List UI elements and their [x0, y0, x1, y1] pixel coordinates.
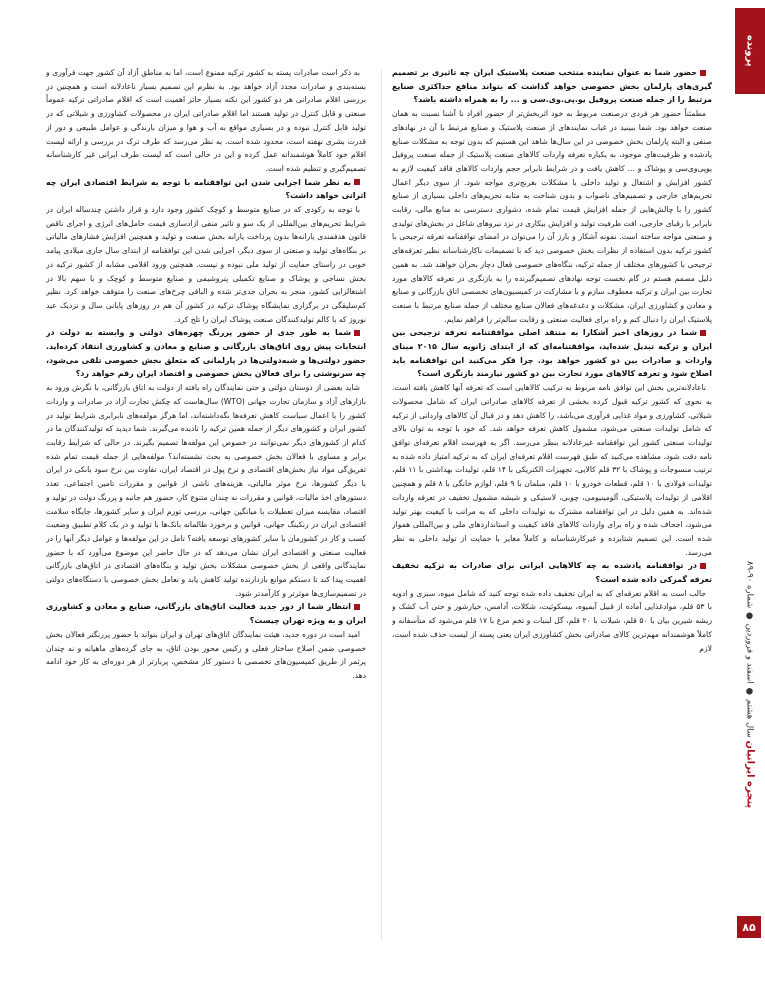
- question-bullet: [700, 330, 706, 336]
- article-column-right: [392, 66, 712, 946]
- interview-question: [46, 176, 366, 203]
- answer-paragraph: [46, 381, 366, 600]
- answer-paragraph: [46, 628, 366, 683]
- question-bullet: [354, 179, 360, 185]
- interview-question: [392, 66, 712, 107]
- issue-info: سال هشتم ● اسفند و فروردین ● شماره ۹۰-۸۹: [744, 561, 755, 739]
- paragraph-text: به ذکر است صادرات پسته به کشور ترکیه ممنوع است، اما به مناطق آزاد آن کشور جهت فرآوری و بسته‌بندی و صادرات مجدد آزاد خواهد بود. به نظرم این تصمیم بسیار ناعادلانه است و همچنین در بررسی اقلام صادراتی هر دو کشور این نکته بسیار حائز اهمیت است که اقلام صادراتی ترکیه عموماً صنعتی و قابل کنترل در تولید هستند اما اقلام صادراتی ایران در محصولات کشاورزی و شیلاتی که در تولید قابل کنترل نبوده و در بسیاری مواقع به آب و هوا و میزان بارندگی و عوامل طبیعی و دور از قدرت بشری نهفته است، محدود شده است. به نظر می‌رسد که طرف ترک در بررسی و ارائه لیست اقلام خود کاملاً هوشمندانه عمل کرده و این در حالی است که لیست طرف ایرانی غیر کارشناسانه تصمیم‌گیری و تنظیم شده است.: [46, 68, 366, 173]
- paragraph-text: امید است در دوره جدید، هیئت نمایندگان اتاق‌های تهران و ایران بتواند با حضور پررنگتر فعالان بخش خصوصی ضمن اصلاح ساختار فعلی و رکیس محور بودن اتاق، به جای گرده‌های ماهیانه و نه چندان پرثمر از طریق کمیسیون‌های تخصصی با دستور کار مشخص، پربارتر از هر دوره‌ای به کار خود ادامه دهد.: [46, 629, 366, 680]
- section-label: پرونده: [744, 35, 756, 67]
- answer-paragraph: [392, 107, 712, 326]
- article-column-left: [46, 66, 366, 946]
- interview-question: [392, 559, 712, 586]
- paragraph-text: شما به طور جدی از حضور پررنگ چهره‌های دولتی و وابسته به دولت در انتخابات پیش روی اتاق‌های بازرگانی و صنایع و معادن و کشاورزی انتقاد کرده‌اید. حضور دولتی‌ها و شبه‌دولتی‌ها در پارلمانی که متعلق بخش خصوصی تلقی می‌شود، چه سرنوشتی را برای فعالان بخش خصوصی و اقتصاد ایران رقم خواهد زد؟: [46, 328, 366, 379]
- interview-question: [392, 326, 712, 381]
- answer-paragraph: [392, 587, 712, 656]
- paragraph-text: جالب است به اقلام تعرفه‌ای که به ایران تخفیف داده شده توجه کنید که شامل میوه، سبزی و ادویه با ۵۳ قلم، موادغذایی آماده از قبیل آبمیوه، بیسکوئیت، شکلات، آدامس، خیارشور و حتی آب کشک و ریشه شیرین بیان با ۵۰ قلم، شیلات با ۲۰ قلم، گل لبنیات و تخم مرغ با ۱۷ قلم می‌شود که متأسفانه و کاملاً هوشمندانه مهم‌ترین کالای صادراتی بخش کشاورزی ایران یعنی پسته از لیست حذف شده است، لازم: [392, 588, 712, 653]
- answer-paragraph: [46, 66, 366, 176]
- question-bullet: [354, 330, 360, 336]
- paragraph-text: شما در روزهای اخیر آشکارا به منتقد اصلی موافقتنامه تعرفه ترجیحی بین ایران و ترکیه تبدیل شده‌اید، موافقتنامه‌ای که از ابتدای ژانویه سال ۲۰۱۵ مبنای واردات و صادرات بین دو کشور خواهد بود. چرا فکر می‌کنید این توافقنامه باید اصلاح شود و تعرفه کالاهای مورد تجارت بین دو کشور نیازمند بازنگری است؟: [392, 328, 712, 379]
- question-bullet: [354, 604, 360, 610]
- question-bullet: [700, 70, 706, 76]
- paragraph-text: انتظار شما از دور جدید فعالیت اتاق‌های بازرگانی، صنایع و معادن و کشاورزی ایران و به ویژه تهران چیست؟: [46, 602, 366, 626]
- answer-paragraph: [46, 203, 366, 326]
- column-divider: [381, 70, 382, 940]
- paragraph-text: شاید بعضی از دوستان دولتی و حتی نمایندگان راه یافته از دولت به اتاق بازرگانی، با نگرش ورود به بازارهای آزاد و سازمان تجارت جهانی (WTO) سال‌هاست که چکش تجارت آزاد در صادرات و واردات کشور را با اعمال سیاست کاهش تعرفه‌ها نگه‌داشته‌اند، اما هرگز مولفه‌های نابرابری شرایط تولید در کشور ایران و کشورهای دیگر از جمله همین ترکیه را نادیده می‌گیرند. شما دیدید که تولیدکنندگان ما در کدام از کشورهای دیگر نمی‌توانند در خصوص این مولفه‌ها تصمیم بگیرند. در حالی که شرایط رقابت برابر و مساوی با فعالان بخش خصوصی به بحث نشسته‌اند؟ مولفه‌هایی از جمله قیمت تمام شده تفریق‌گی مواد نیاز بخش‌های اقتصادی و نرخ پول در اقتصاد ایران، تفاوت بین نرخ سود بانکی در ایران با دیگر کشورها، نرخ موثر مالیاتی، هزینه‌های ناشی از قوانین و مقررات تامین اجتماعی، تعدد دستورهای اخذ مالیات، قوانین و مقررات نه چندان متنوع کار، حضور هم جانبه و پررنگ دولت در تولید و اقتصاد، مقایسه میزان تعطیلات با میانگین جهانی، بررسی تورم ایران و سایر کشورها، جایگاه سلامت اقتصادی ایران در رنکینگ جهانی، قوانین و برخورد ظالمانه بانک‌ها با تولید و در یک کلام تطبیق وضعیت کسب و کار در کشورمان با سایر کشورهای توسعه یافته؟ تامل در این مولفه‌ها و عوامل دیگر آنها را در فعالیت صنعتی و اقتصادی ایران نشان می‌دهد که در حال حاضر این موضوع می‌آورد که با حضور نمایندگانی واقعی از بخش خصوصی مشکلات بخش تولید و بنگاه‌های اقتصادی در اتاق‌های بازرگانی اهمیت پیدا کند تا دستکم موانع بازدارنده تولید کاهش یابد و تعامل بخش خصوصی با دستگاه‌های دولتی در تصمیم‌سازی‌ها موثرتر و کارآمدتر شود.: [46, 383, 366, 598]
- paragraph-text: در توافقنامه یادشده به چه کالاهایی ایرانی برای صادرات به ترکیه تخفیف تعرفه گمرکی داده شده است؟: [392, 561, 712, 585]
- paragraph-text: به نظر شما اجرایی شدن این توافقنامه با توجه به شرایط اقتصادی ایران چه اثراتی خواهد داشت؟: [46, 177, 366, 201]
- page-number: ۸۵: [737, 916, 761, 938]
- issue-strip: [741, 470, 759, 900]
- paragraph-text: حضور شما به عنوان نماینده منتخب صنعت پلاستیک ایران چه تاثیری بر تصمیم گیری‌های پارلمان بخش خصوصی خواهد گذاشت که بتواند منافع حداکثری صنایع مرتبط را از جمله صنعت پروفیل یو.پی.وی.سی و ... را به همراه داشته باشد؟: [392, 68, 712, 105]
- paragraph-text: ناعادلانه‌ترین بخش این توافق نامه مربوط به ترکیب کالاهایی است که تعرفه آنها کاهش یافته است. به نحوی که کشور ترکیه قبول کرده بخشی از تعرفه کالاهای صادراتی ایران که شامل محصولات شیلاتی، کشاورزی و مواد غذایی فرآوری می‌باشد، را کاهش دهد و در قبال آن کالاهای وارداتی از ترکیه که شامل تولیدات صنعتی می‌شود، مشمول کاهش تعرفه خواهد شد. که خود با توجه به توان بالای تولیدات صنعتی کشور این توافقنامه غیرعادلانه بنظر می‌رسد. اگر به فهرست اقلام تعرفه‌ای توافق نامه دقت شود، مشاهده می‌کنید که طبق فهرست اقلام تعرفه‌ای ایران که به ترکیه امتیاز داده شده به ترتیب منسوجات و پوشاک با ۳۲ قلم کالایی، تجهیزات الکتریکی با ۱۴ قلم، تولیدات بهداشتی با ۱۱ قلم، تولیدات فولادی با ۱۰ قلم، قطعات خودرو با ۱۰ قلم، مبلمان با ۹ قلم، لوازم خانگی با ۸ قلم و همچنین اقلامی از تولیدات پلاستیکی، آلومینیومی، چوبی، لاستیکی و شیشه مشمول تخفیف در تعرفه واردات شده‌اند. به همین دلیل در این توافقنامه مشترک به تولیدات داخلی که به مراتب با کیفیت بهتر تولید می‌شود، اجحاف شده و راه برای واردات کالاهای فاقد کیفیت و استانداردهای ملی و بین‌المللی هموار شده است. این تصمیم شتابزده و غیرکارشناسانه و کاملاً مغایر با حمایت از تولید داخلی به نظر می‌رسد.: [392, 383, 712, 557]
- question-bullet: [700, 563, 706, 569]
- paragraph-text: مطمئناً حضور هر فردی درصنعت مربوط به خود اثربخش‌تر از حضور افراد نا آشنا نسبت به همان صنعت خواهد بود. شما ببینید در غیاب نمایندهای از صنعت پلاستیک و صنایع مرتبط با آن در نهادهای صنفی و البته پارلمان بخش خصوصی در این سال‌ها شاهد این هستیم که بدون توجه به مشکلات صنایع یادشده و ظرفیت‌های موجود، به یکباره تعرفه واردات کالاهای صنعت پلاستیک از جمله صنعت پروفیل یوپی‌وی‌سی و پوشاک و ... کاهش یافت و در شرایط نابرابر حجم واردات کالاهای فاقد کیفیت لازم به کشور افزایش و اشتغال و تولید داخلی با مشکلات بغرنج‌تری مواجه شود. از سوی دیگر اعمال تحریم‌های خارجی و تصمیم‌های ناصواب و بدون شناخت به مثابه تحریم‌های داخلی بسیاری از صنایع کشور را با چالش‌هایی از جمله افزایش قیمت تمام شده، دشواری دسترسی به منابع مالی، رقابت نابرابر با رقبای خارجی، افت ظرفیت تولید و افزایش بیکاری در نزد نیروهای شاغل در بخش‌های تولیدی و صنعتی مواجه ساخته است. نمونه آشکار و بارز آن را می‌توان در امضای توافقنامه تعرفه ترجیحی با کشور ترکیه بدون استفاده از نظرات بخش خصوصی دید که با تصمیمات ناکارشناسانه نظیر تعرفه‌های ترجیحی با کشورهای مختلف از جمله ترکیه، بنگاه‌های خصوصی فعال دچار بحران خواهند شد. به همین دلیل مصمم هستم در گام نخست توجه نهادهای تصمیم‌گیرنده را به بازنگری در تعرفه کالاهای مورد تجارت بین ایران و ترکیه معطوف سازم و با مشارکت در کمیسیون‌های تخصصی اتاق بازرگانی و صنایع و معادن و کشاورزی ایران، مشکلات و دغدغه‌های فعالان صنایع مختلف از جمله صنایع مرتبط با صنعت پلاستیک ایران را دنبال کنم و راه برای فعالیت صنعتی و رقابت سالم‌تر را فراهم نمایم.: [392, 109, 712, 324]
- section-tab: [735, 8, 765, 94]
- interview-question: [46, 326, 366, 381]
- paragraph-text: با توجه به رکودی که در صنایع متوسط و کوچک کشور وجود دارد و قرار داشتن چندساله ایران در شرایط تحریم‌های بین‌المللی از یک سو و تاثیر منفی ازادسازی قیمت حامل‌های انرژی و اجرای ناقص قانون هدفمندی یارانه‌ها بدون پرداخت یارانه بخش صنعت و تولید و همچنین افزایش فشارهای مالیاتی بر بنگاه‌های تولید و صنعتی از سوی دیگر، اجرایی شدن این توافقنامه از ابتدای سال جاری میلادی پیامد خوبی در راستای حمایت از تولید ملی نبوده و نیست. همچنین ورود اقلامی مشابه از کشور ترکیه در بخش نساجی و پوشاک و صنایع تکمیلی پتروشیمی و صنایع متوسط و کوچک و با سهم بالا در اشتغالزایی کشور، منجر به بحران جدی‌تر شده و الباقی چرخ‌های صنعت را متوقف خواهد کرد. نظیر کم‌سلیقگی در برگزاری نمایشگاه پوشاک ترکیه در کشور آن هم در روزهای پایانی سال و نزدیک عید نوروز که با کالم تولیدکنندگان صنعت پوشاک ایران را تلخ کرد.: [46, 205, 366, 324]
- answer-paragraph: [392, 381, 712, 559]
- interview-question: [46, 600, 366, 627]
- magazine-name: پنجره ایرانیان: [744, 740, 756, 809]
